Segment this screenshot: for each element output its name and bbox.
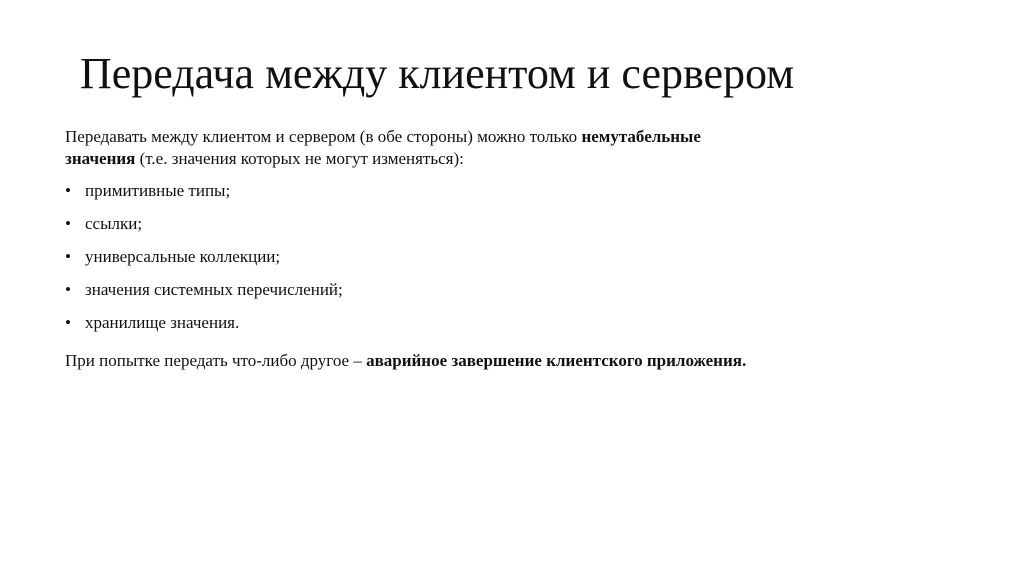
bullet-icon: • (65, 280, 71, 299)
intro-bold-immutable: немутабельные (581, 127, 701, 146)
bullet-icon: • (65, 247, 71, 266)
list-item-text: примитивные типы; (85, 181, 231, 200)
intro-text-after: (т.е. значения которых не могут изменяться): (135, 149, 464, 168)
list-item (65, 180, 965, 202)
outro-paragraph (65, 350, 965, 372)
slide-content (65, 126, 965, 372)
bullet-list (65, 180, 965, 334)
list-item-text: значения системных перечислений; (85, 280, 343, 299)
intro-paragraph (65, 126, 965, 170)
intro-text-before: Передавать между клиентом и сервером (в обе стороны) можно только (65, 127, 582, 146)
intro-bold-values: значения (65, 149, 136, 168)
bullet-icon: • (65, 313, 71, 332)
outro-bold-text: аварийное завершение клиентского приложения. (366, 351, 747, 370)
list-item (65, 246, 965, 268)
bullet-icon: • (65, 181, 71, 200)
slide-title: Передача между клиентом и сервером (80, 49, 795, 98)
outro-text: При попытке передать что-либо другое – (65, 351, 367, 370)
list-item-text: ссылки; (85, 214, 143, 233)
list-item-text: универсальные коллекции; (85, 247, 281, 266)
list-item (65, 312, 965, 334)
bullet-icon: • (65, 214, 71, 233)
list-item-text: хранилище значения. (85, 313, 240, 332)
list-item (65, 279, 965, 301)
list-item (65, 213, 965, 235)
